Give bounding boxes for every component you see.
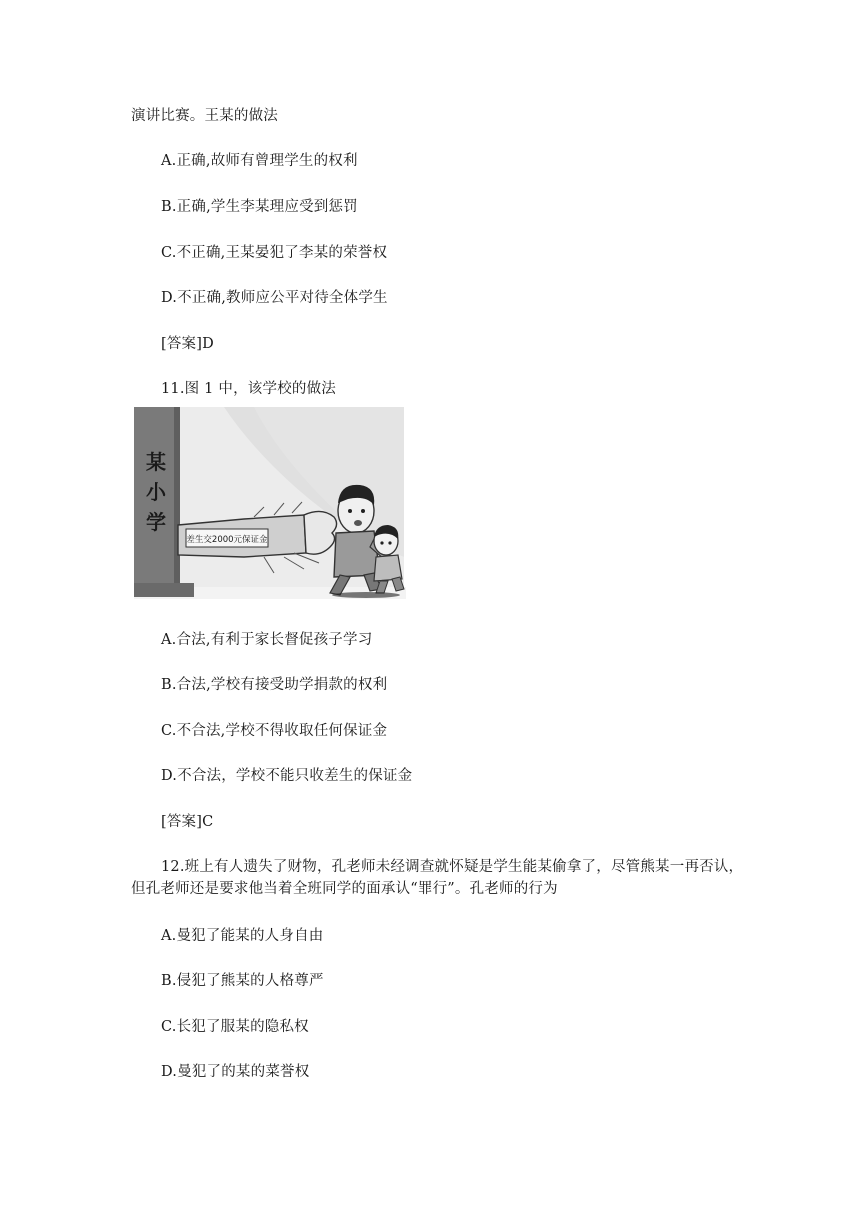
q10-option-d: D.不正确,教师应公平对待全体学生 <box>161 290 388 306</box>
q12-stem: 12.班上有人遗失了财物，孔老师未经调查就怀疑是学生能某偷拿了，尽管熊某一再否认，但孔老师还是要求他当着全班同学的面承认“罪行”。孔老师的行为 <box>131 859 744 897</box>
figure-banner-text: 差生交2000元保证金 <box>186 535 268 545</box>
q11-figure-illustration <box>134 407 406 599</box>
q12-option-c: C.长犯了服某的隐私权 <box>161 1019 309 1035</box>
figure-sign-char-1: 某 <box>146 450 166 474</box>
q10-stem-tail: 演讲比赛。王某的做法 <box>131 108 278 124</box>
figure-sign-char-3: 学 <box>146 510 166 534</box>
q10-option-b: B.正确,学生李某理应受到惩罚 <box>161 199 358 215</box>
q11-answer: [答案]C <box>161 814 214 830</box>
q11-option-c: C.不合法,学校不得收取任何保证金 <box>161 723 388 739</box>
q10-answer: [答案]D <box>161 336 214 352</box>
q12-option-d: D.曼犯了的某的菜誉权 <box>161 1064 310 1080</box>
q10-option-c: C.不正确,王某晏犯了李某的荣誉权 <box>161 245 388 261</box>
figure-sign-char-2: 小 <box>146 480 166 504</box>
q11-stem: 11.图 1 中，该学校的做法 <box>161 381 337 397</box>
q11-option-b: B.合法,学校有接受助学捐款的权利 <box>161 677 388 693</box>
q10-option-a: A.正确,故师有曾理学生的权利 <box>161 153 358 169</box>
q11-option-a: A.合法,有利于家长督促孩子学习 <box>161 632 373 648</box>
q12-option-b: B.侵犯了熊某的人格尊严 <box>161 973 324 989</box>
q11-option-d: D.不合法，学校不能只收差生的保证金 <box>161 768 413 784</box>
q12-option-a: A.曼犯了能某的人身自由 <box>161 928 324 944</box>
